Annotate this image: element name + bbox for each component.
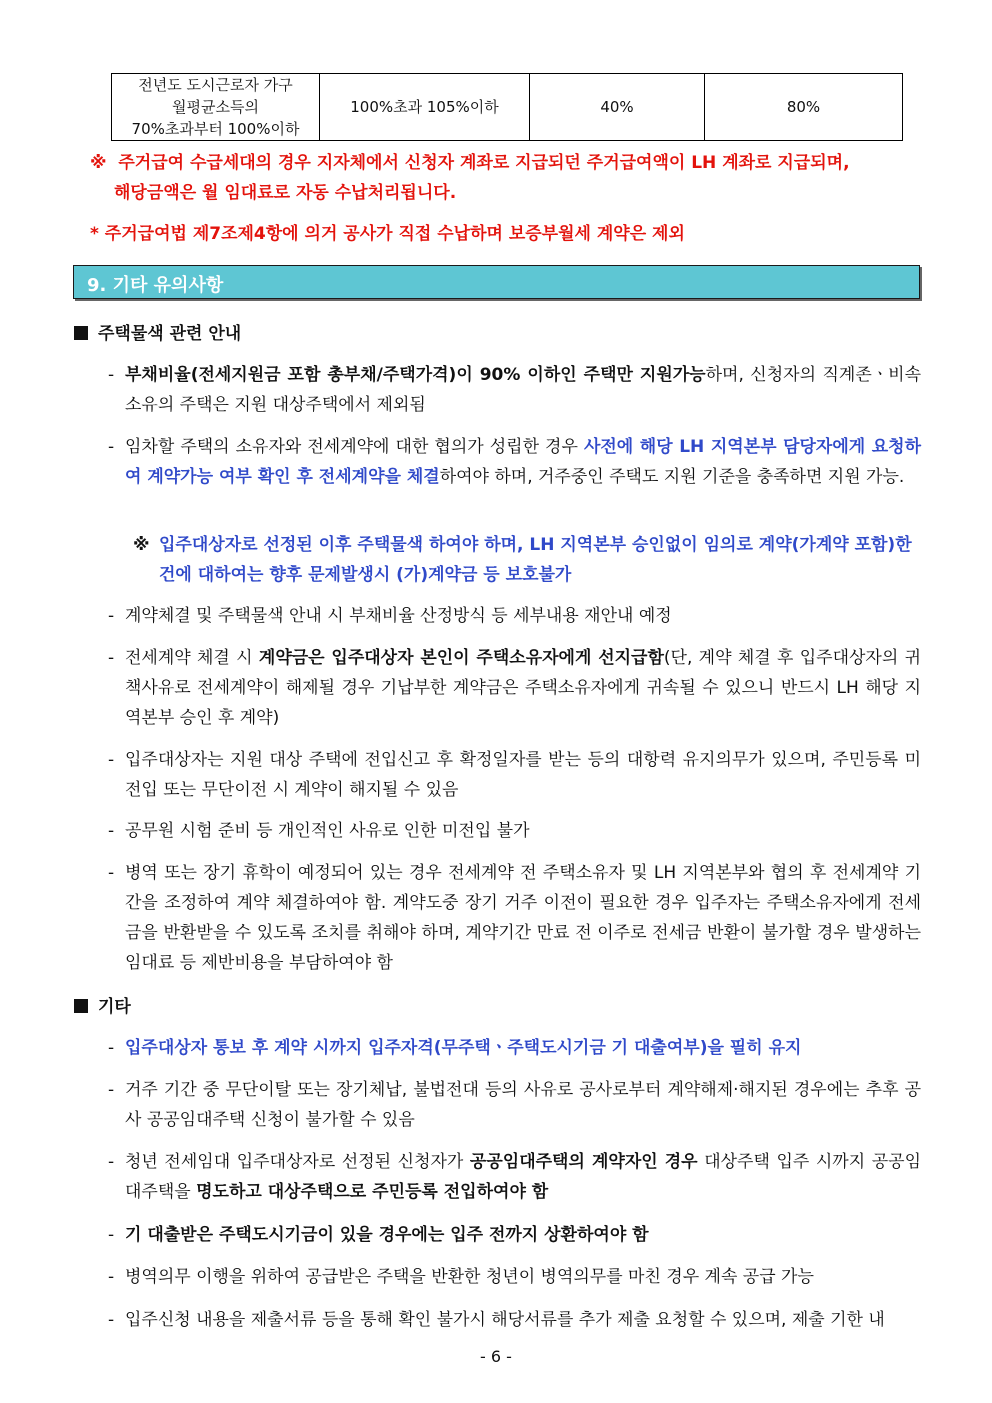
notice-text: [90, 148, 930, 208]
dash-bullet: -: [108, 1152, 115, 1172]
item-text: 거주 기간 중 무단이탈 또는 장기체납, 불법전대 등의 사유로 공사로부터 계약해제·해지된 경우에는 추후 공사 공공임대주택 신청이 불가할 수 있음: [125, 1080, 921, 1130]
list-item: [108, 1262, 921, 1292]
reference-mark: ※: [133, 535, 150, 555]
dash-bullet: -: [108, 821, 115, 841]
item-text: 하며, 신청자의 직계존ㆍ비속 소유의 주택은 지원 대상주택에서 제외됨: [125, 365, 922, 415]
square-bullet-icon: [74, 326, 88, 340]
dash-bullet: -: [108, 1038, 115, 1058]
dash-bullet: -: [108, 437, 115, 457]
list-item: [108, 1220, 921, 1250]
dash-bullet: -: [108, 1267, 115, 1287]
item-emphasis-blue: 입주대상자 통보 후 계약 시까지 입주자격(무주택ㆍ주택도시기금 기 대출여부)을 필히 유지: [125, 1038, 802, 1058]
item-text: (단, 계약 체결 후 입주대상자의 귀책사유로 전세계약이 해제될 경우 기납부한 계약금은 주택소유자에게 귀속될 수 있으니 반드시 LH 해당 지역본부 승인 후 계약): [125, 648, 921, 728]
heading-text: 주택물색 관련 안내: [98, 324, 242, 344]
item-emphasis: 기 대출받은 주택도시기금이 있을 경우에는 입주 전까지 상환하여야 함: [125, 1225, 649, 1245]
item-text: 전세계약 체결 시: [125, 648, 259, 668]
item-text: 병역 또는 장기 휴학이 예정되어 있는 경우 전세계약 전 주택소유자 및 LH 지역본부와 협의 후 전세계약 기간을 조정하여 계약 체결하여야 함. 계약도중 장기 거주 이전이 필요한 경우 입주자는 주택소유자에게 전세금을 반환받을 수 있도록 조치를 취해야 하며, 계약기간 만료 전 이주로 전세금 반환이 불가할 경우 발생하는 임대료 등 제반비용을 부담하여야 함: [125, 863, 921, 973]
label-line: 월평균소득의: [172, 98, 259, 116]
dash-bullet: -: [108, 365, 115, 385]
list-item: [108, 1147, 921, 1207]
item-text: 대상주택 입주 시까지 공공임대주택을: [125, 1152, 921, 1202]
item-text: 공무원 시험 준비 등 개인적인 사유로 인한 미전입 불가: [125, 821, 530, 841]
list-item: [108, 360, 921, 420]
item-emphasis: 명도하고 대상주택으로 주민등록 전입하여야 함: [196, 1182, 549, 1202]
item-emphasis: 부채비율(전세지원금 포함 총부채/주택가격)이 90% 이하인 주택만 지원가능: [125, 365, 706, 385]
notice-housing-benefit-law: * 주거급여법 제7조제4항에 의거 공사가 직접 수납하며 보증부월세 계약은 제외: [90, 224, 685, 244]
dash-bullet: -: [108, 863, 115, 883]
dash-bullet: -: [108, 1310, 115, 1330]
item-text: 하여야 하며, 거주중인 주택도 지원 기준을 충족하면 지원 가능.: [439, 467, 905, 487]
sub-notice: [133, 530, 921, 590]
notice-housing-benefit: [90, 148, 930, 208]
item-text: 계약체결 및 주택물색 안내 시 부채비율 산정방식 등 세부내용 재안내 예정: [125, 606, 672, 626]
item-text: 입주대상자는 지원 대상 주택에 전입신고 후 확정일자를 받는 등의 대항력 유지의무가 있으며, 주민등록 미 전입 또는 무단이전 시 계약이 해지될 수 있음: [125, 750, 921, 800]
label-line: 전년도 도시근로자 가구: [138, 76, 293, 94]
list-item: [108, 816, 921, 846]
table-row: [112, 74, 903, 141]
item-text: 입주신청 내용을 제출서류 등을 통해 확인 불가시 해당서류를 추가 제출 요청할 수 있으며, 제출 기한 내: [125, 1310, 885, 1330]
dash-bullet: -: [108, 606, 115, 626]
list-item: [108, 1033, 921, 1063]
heading-text: 기타: [98, 997, 131, 1017]
notice-line: 주거급여 수급세대의 경우 지자체에서 신청자 계좌로 지급되던 주거급여액이 LH 계좌로 지급되며,: [118, 153, 850, 173]
item-emphasis: 공공임대주택의 계약자인 경우: [469, 1152, 698, 1172]
heading-housing-search: [74, 319, 241, 344]
list-item: [108, 858, 921, 978]
item-text: 청년 전세임대 입주대상자로 선정된 신청자가: [125, 1152, 470, 1172]
income-table: [111, 73, 903, 141]
table-cell-range: 100%초과 105%이하: [320, 74, 530, 141]
list-item: [108, 745, 921, 805]
label-line: 70%초과부터 100%이하: [131, 120, 300, 138]
list-item: [108, 1305, 921, 1335]
sub-notice-text: 입주대상자로 선정된 이후 주택물색 하여야 하며, LH 지역본부 승인없이 임의로 계약(가계약 포함)한 건에 대하여는 향후 문제발생시 (가)계약금 등 보호불가: [159, 535, 912, 585]
reference-mark: ※: [90, 153, 107, 173]
dash-bullet: -: [108, 1225, 115, 1245]
table-cell-rate1: 40%: [530, 74, 705, 141]
section-title: 9. 기타 유의사항: [87, 275, 224, 296]
list-item: [108, 432, 921, 492]
list-item: [108, 643, 921, 733]
table-cell-label: [112, 74, 320, 141]
list-item: [108, 601, 921, 631]
item-emphasis: 계약금은 입주대상자 본인이 주택소유자에게 선지급함: [258, 648, 664, 668]
item-emphasis-blue: 사전에 해당 LH 지역본부 담당자에게 요청하여 계약가능 여부 확인 후 전세계약을 체결: [125, 437, 922, 487]
item-text: 병역의무 이행을 위하여 공급받은 주택을 반환한 청년이 병역의무를 마친 경우 계속 공급 가능: [125, 1267, 814, 1287]
square-bullet-icon: [74, 999, 88, 1013]
item-text: 임차할 주택의 소유자와 전세계약에 대한 협의가 성립한 경우: [125, 437, 584, 457]
dash-bullet: -: [108, 750, 115, 770]
heading-etc: [74, 992, 131, 1017]
page-number: - 6 -: [480, 1347, 512, 1366]
section-header: [73, 265, 920, 299]
table-cell-rate2: 80%: [705, 74, 903, 141]
dash-bullet: -: [108, 648, 115, 668]
dash-bullet: -: [108, 1080, 115, 1100]
notice-line: 해당금액은 월 임대료로 자동 수납처리됩니다.: [114, 183, 457, 203]
list-item: [108, 1075, 921, 1135]
